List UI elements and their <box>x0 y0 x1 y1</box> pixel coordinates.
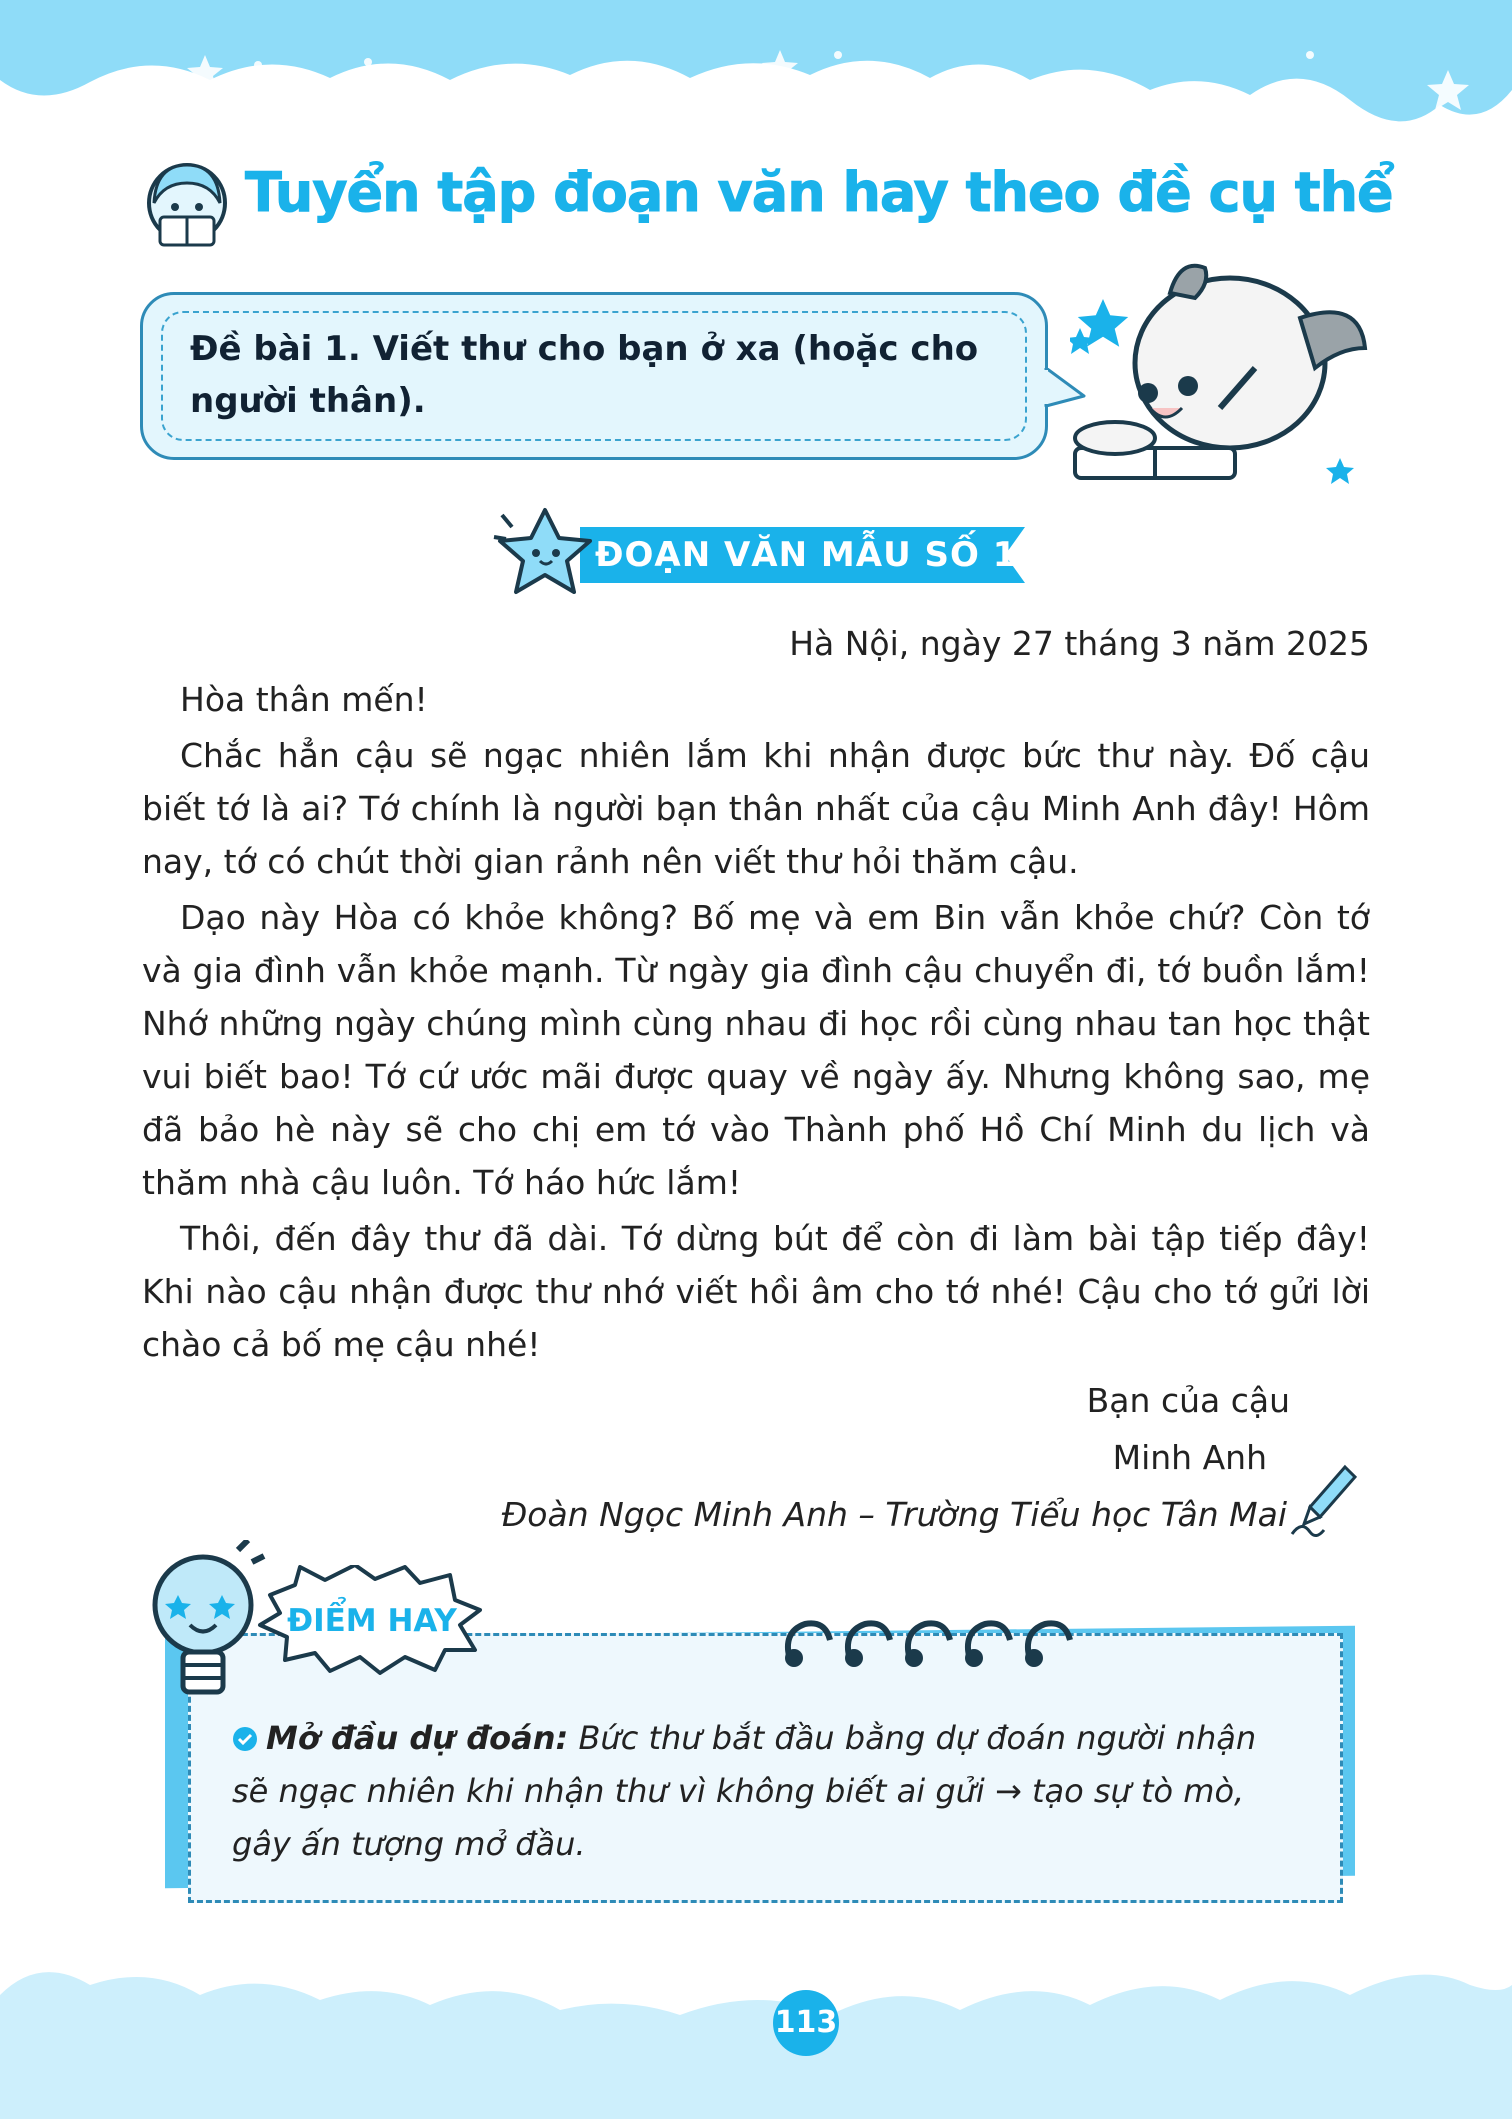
letter-date: Hà Nội, ngày 27 tháng 3 năm 2025 <box>789 624 1370 663</box>
bottom-cloud-border <box>0 1955 1512 2119</box>
top-cloud-border <box>0 0 1512 150</box>
page-number: 113 <box>774 2005 838 2040</box>
letter-closing: Bạn của cậu <box>1086 1381 1290 1420</box>
reading-girl-icon <box>140 155 235 255</box>
highlight-badge-label: ĐIỂM HAY <box>287 1603 457 1639</box>
highlight-description: Bức thư bắt đầu bằng dự đoán người nhận sẽ ngạc nhiên khi nhận thư vì không biết ai gửi → tạo sự tò mò, gây ấn tượng mở đầu. <box>232 1719 1257 1863</box>
title-row <box>140 155 1393 265</box>
highlight-term: Mở đầu dự đoán: <box>266 1719 569 1757</box>
lightbulb-mascot-icon <box>148 1540 268 1715</box>
binder-rings <box>780 1612 1080 1672</box>
letter-paragraph: Thôi, đến đây thư đã dài. Tớ dừng bút để còn đi làm bài tập tiếp đây! Khi nào cậu nhận được thư nhớ viết hồi âm cho tớ nhé! Cậu cho tớ gửi lời chào cả bố mẹ cậu nhé! <box>142 1219 1370 1364</box>
fountain-pen-icon <box>1290 1462 1360 1542</box>
bird-mascot-icon <box>1070 258 1380 488</box>
highlight-text <box>232 1712 1302 1871</box>
section-label: ĐOẠN VĂN MẪU SỐ 1 <box>595 535 1018 575</box>
letter-greeting: Hòa thân mến! <box>180 680 428 719</box>
author-credit: Đoàn Ngọc Minh Anh – Trường Tiểu học Tân Mai <box>501 1495 1287 1534</box>
page-title: Tuyển tập đoạn văn hay theo đề cụ thể <box>245 161 1393 224</box>
prompt-text: Đề bài 1. Viết thư cho bạn ở xa (hoặc cho người thân). <box>190 329 979 421</box>
letter-signer: Minh Anh <box>1112 1438 1267 1477</box>
letter-paragraph: Chắc hẳn cậu sẽ ngạc nhiên lắm khi nhận được bức thư này. Đố cậu biết tớ là ai? Tớ chính là người bạn thân nhất của cậu Minh Anh đây! Hôm nay, tớ có chút thời gian rảnh nên viết thư hỏi thăm cậu. <box>142 736 1370 881</box>
letter-paragraph: Dạo này Hòa có khỏe không? Bố mẹ và em Bin vẫn khỏe chứ? Còn tớ và gia đình vẫn khỏe mạnh. Từ ngày gia đình cậu chuyển đi, tớ buồn lắm! Nhớ những ngày chúng mình cùng nhau đi học rồi cùng nhau tan học thật vui biết bao! Tớ cứ ước mãi được quay về ngày ấy. Nhưng không sao, mẹ đã bảo hè này sẽ cho chị em tớ vào Thành phố Hồ Chí Minh du lịch và thăm nhà cậu luôn. Tớ háo hức lắm! <box>142 898 1370 1202</box>
check-circle-icon <box>232 1726 258 1752</box>
